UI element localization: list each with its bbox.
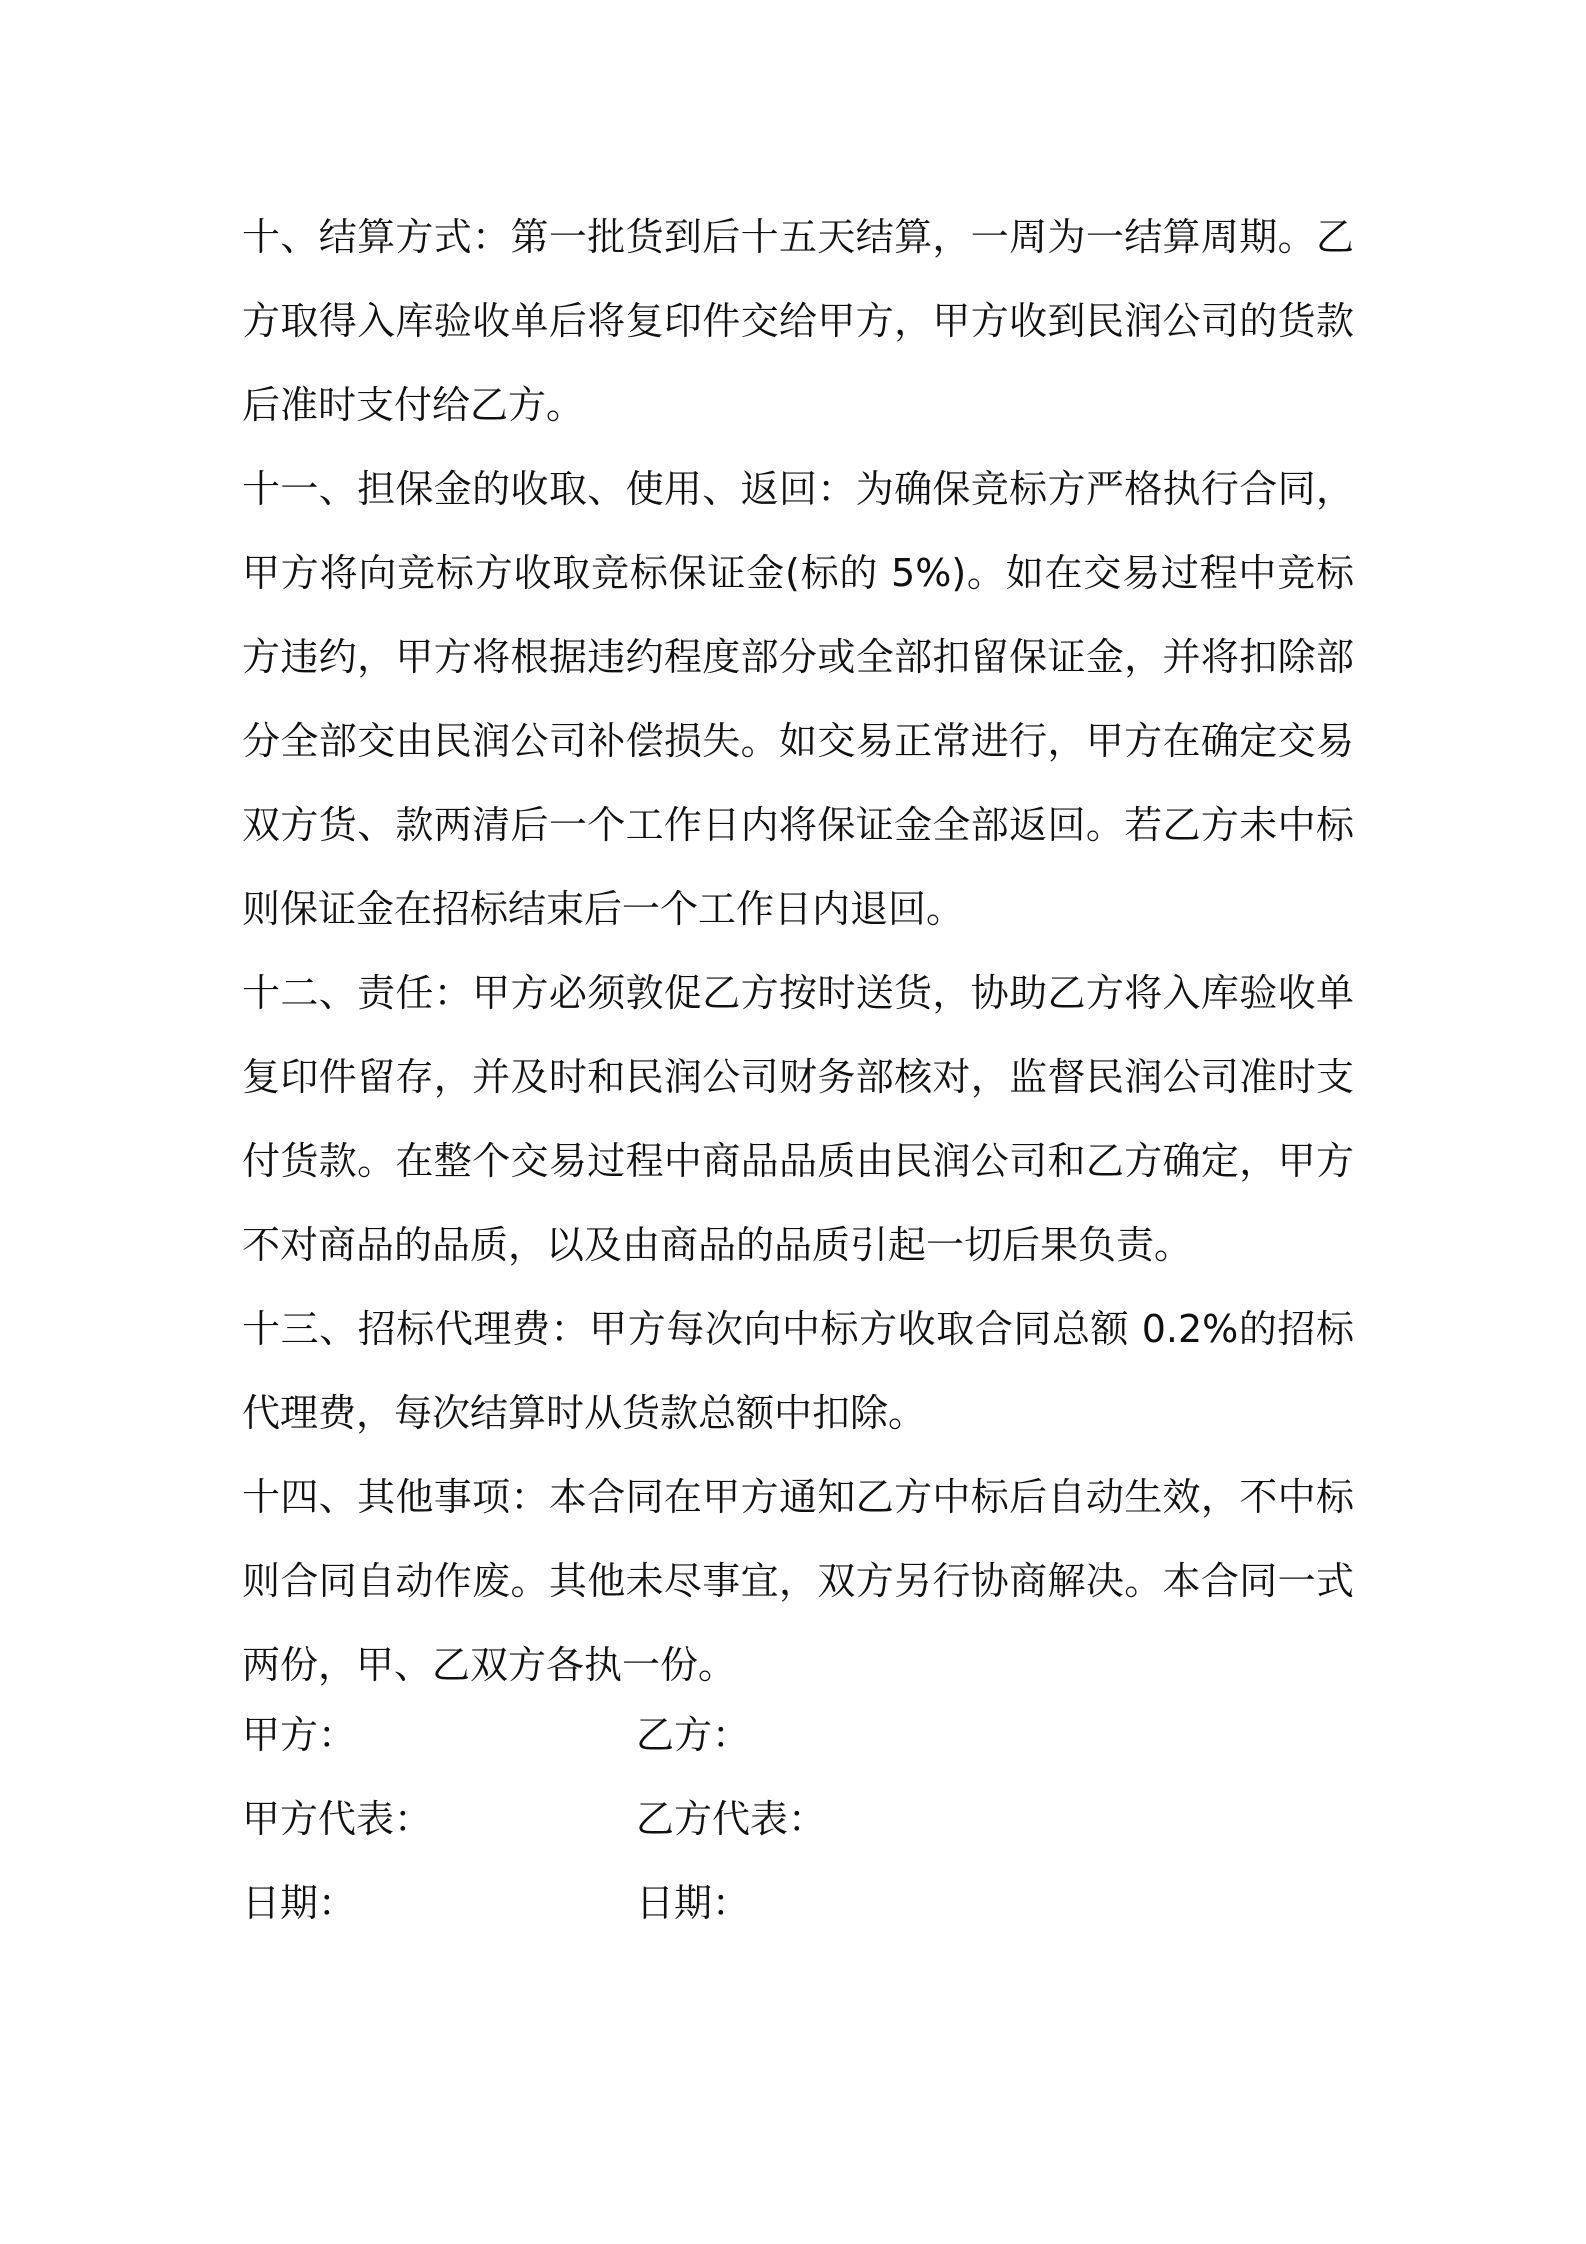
clause-other-matters: 十四、其他事项：本合同在甲方通知乙方中标后自动生效，不中标则合同自动作废。其他未尽事宜，双方另行协商解决。本合同一式两份，甲、乙双方各执一份。	[242, 1475, 1354, 1687]
clause-deposit: 十一、担保金的收取、使用、返回：为确保竞标方严格执行合同，甲方将向竞标方收取竞标保证金(标的 5%)。如在交易过程中竞标方违约，甲方将根据违约程度部分或全部扣留保证金，并将扣除部分全部交由民润公司补偿损失。如交易正常进行，甲方在确定交易双方货、款两清后一个工作日内将保证金全部返回。若乙方未中标则保证金在招标结束后一个工作日内退回。	[242, 467, 1354, 931]
clause-agency-fee: 十三、招标代理费：甲方每次向中标方收取合同总额 0.2%的招标代理费，每次结算时从货款总额中扣除。	[242, 1307, 1354, 1435]
date-a-label: 日期：	[242, 1880, 357, 1925]
party-a-rep-label: 甲方代表：	[242, 1796, 433, 1841]
party-b-label: 乙方：	[636, 1712, 751, 1757]
contract-clauses	[242, 195, 1354, 1707]
signature-block	[242, 1689, 1354, 1941]
party-a-label: 甲方：	[242, 1712, 357, 1757]
date-b-label: 日期：	[636, 1880, 751, 1925]
clause-responsibility: 十二、责任：甲方必须敦促乙方按时送货，协助乙方将入库验收单复印件留存，并及时和民润公司财务部核对，监督民润公司准时支付货款。在整个交易过程中商品品质由民润公司和乙方确定，甲方不对商品的品质，以及由商品的品质引起一切后果负责。	[242, 971, 1354, 1267]
party-b-rep-label: 乙方代表：	[636, 1796, 827, 1841]
clause-settlement: 十、结算方式：第一批货到后十五天结算，一周为一结算周期。乙方取得入库验收单后将复印件交给甲方，甲方收到民润公司的货款后准时支付给乙方。	[242, 215, 1354, 427]
signature-row-representative	[242, 1773, 1354, 1857]
signature-row-date	[242, 1857, 1354, 1941]
signature-row-party	[242, 1689, 1354, 1773]
